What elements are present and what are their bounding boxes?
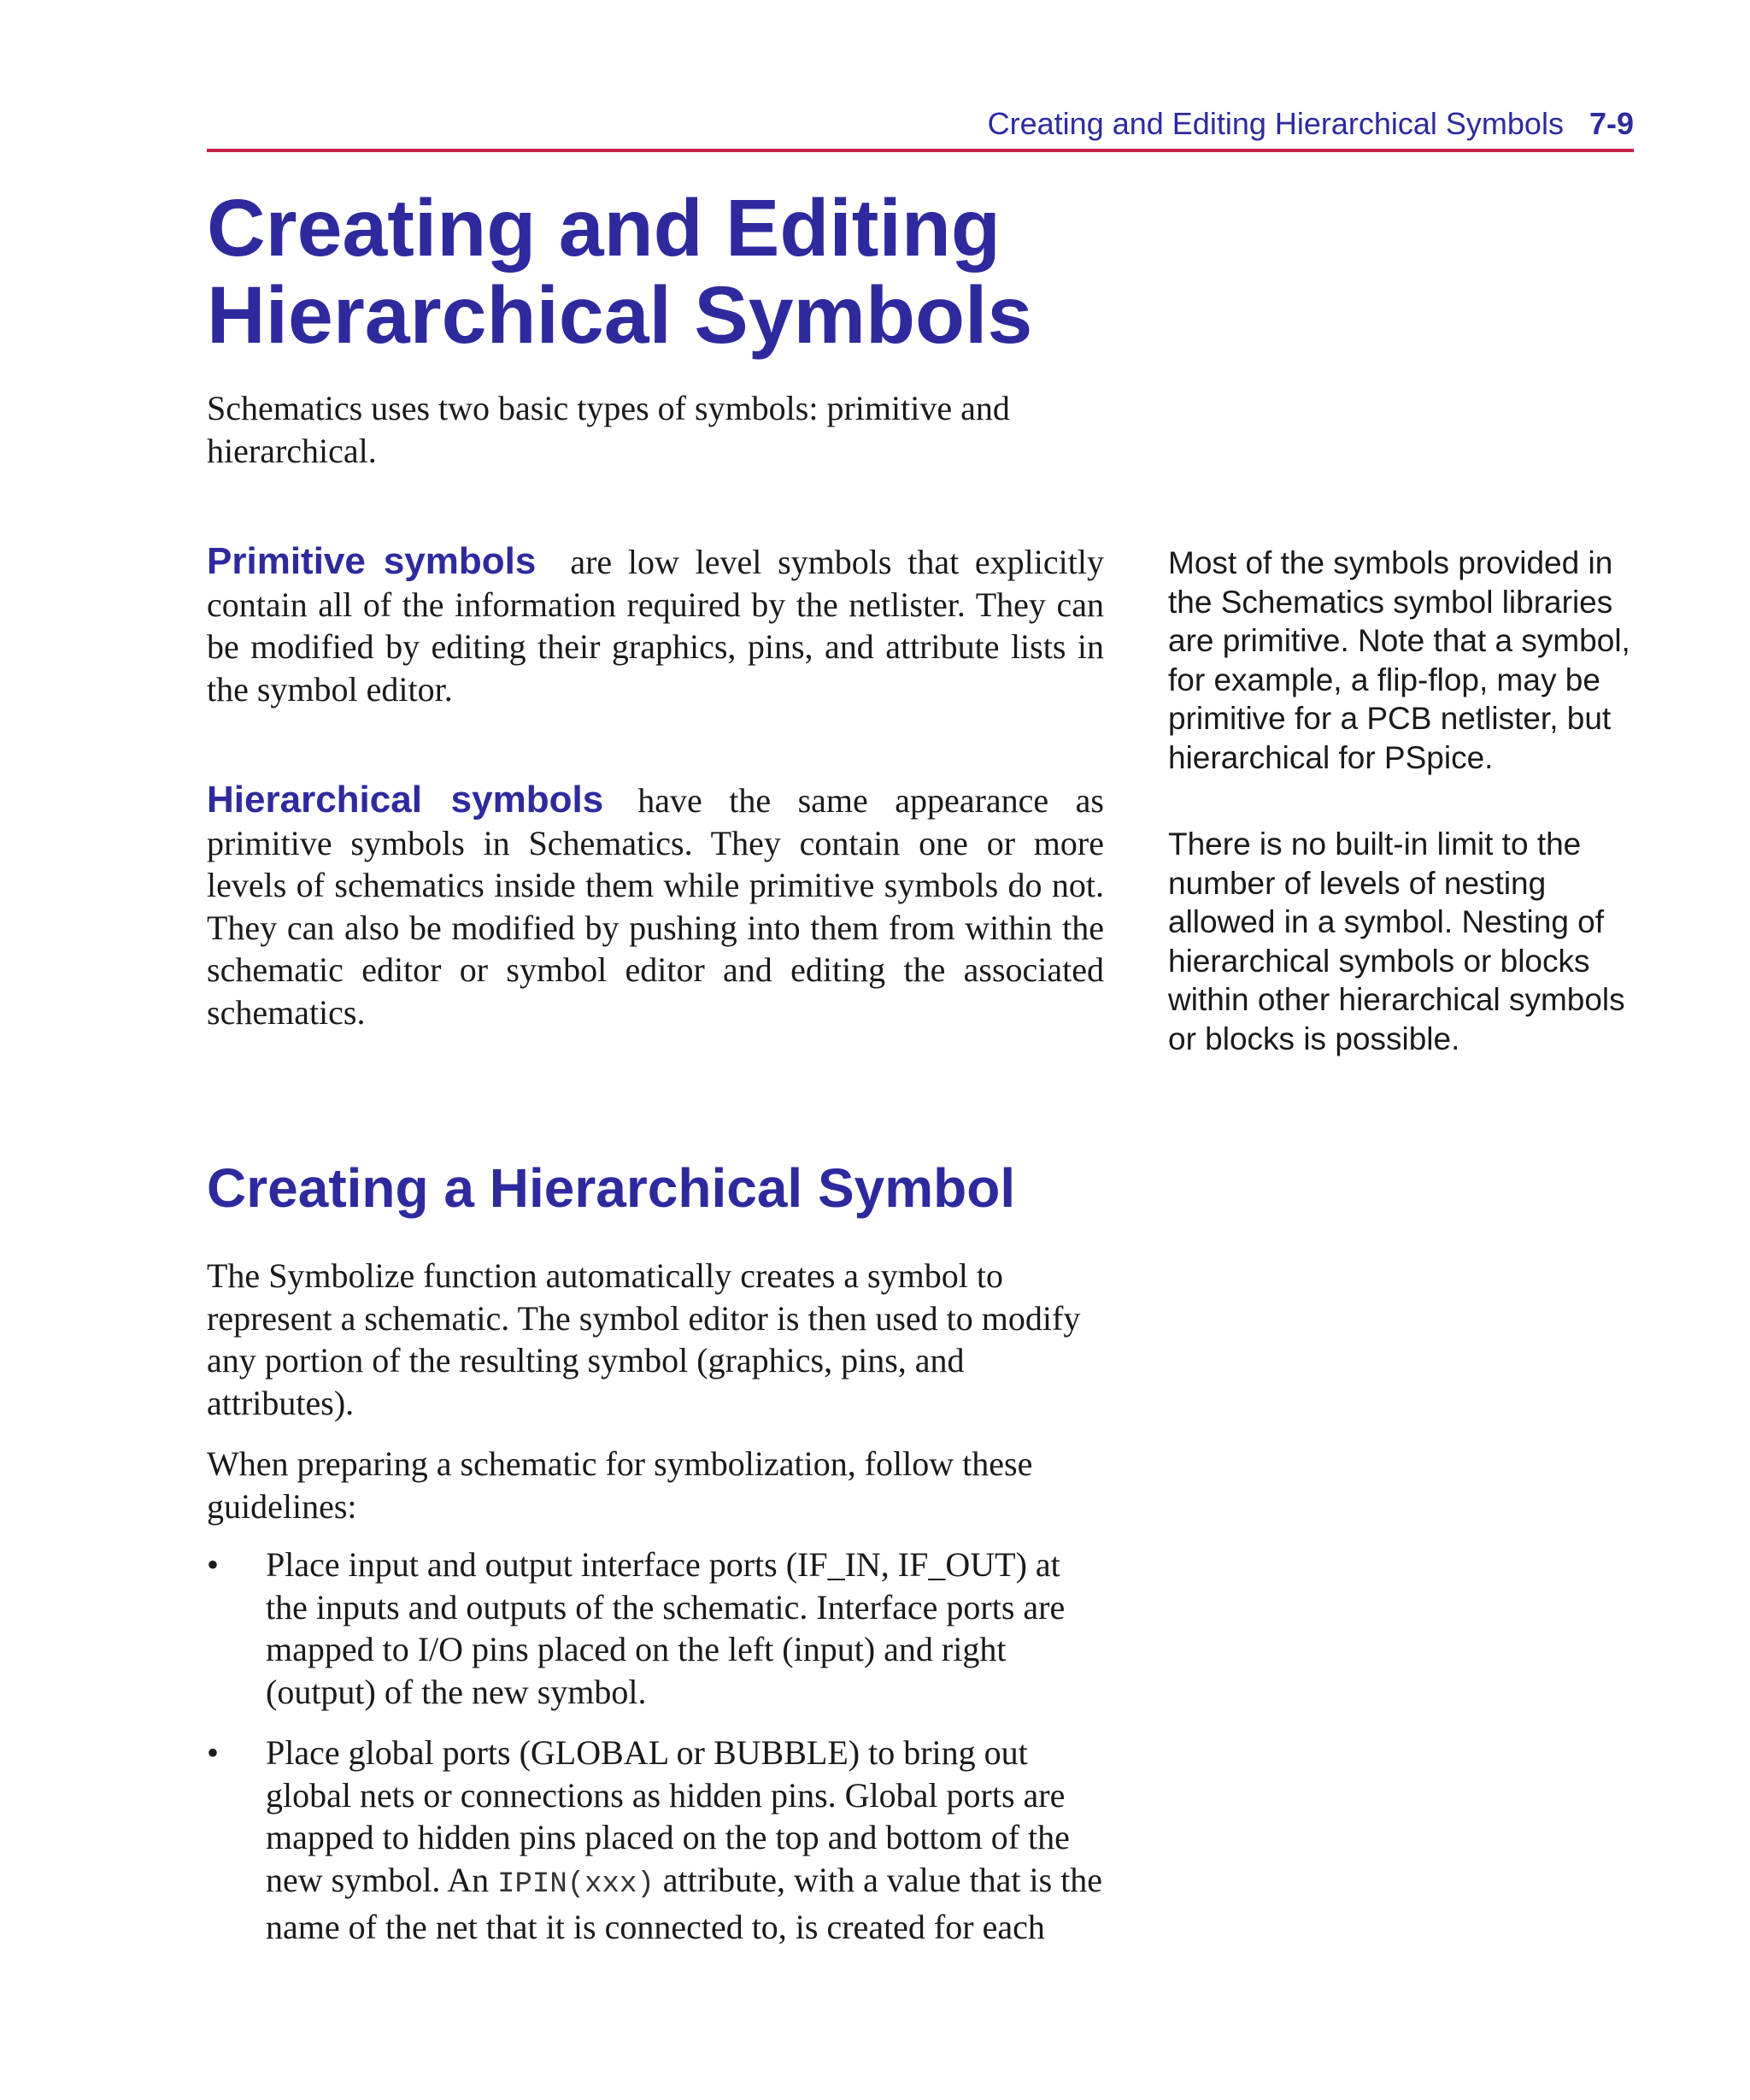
bullet-dot: •: [207, 1733, 220, 1772]
primitive-term: Primitive symbols: [207, 540, 537, 582]
running-title: Creating and Editing Hierarchical Symbols: [987, 106, 1564, 141]
bullet-text-global-ports: Place global ports (GLOBAL or BUBBLE) to bring out global nets or connections as hidden pins. Global ports are mapped to hidden pins placed on the top and bottom of the new symbol. An: [266, 1733, 1070, 1899]
side-note-nesting: There is no built-in limit to the number of levels of nesting allowed in a symbol. Nesting of hierarchical symbols or blocks within other hierarchical symbols or blocks is possible.: [1168, 826, 1625, 1056]
section-title: Creating a Hierarchical Symbol: [207, 1157, 1016, 1219]
guidelines-list: [207, 1544, 1108, 1968]
intro-paragraph: Schematics uses two basic types of symbols: primitive and hierarchical.: [207, 389, 1010, 470]
page-number: 7-9: [1589, 106, 1634, 141]
page-title: Creating and Editing Hierarchical Symbols: [207, 183, 1033, 361]
hierarchical-text: have the same appearance as primitive symbols in Schematics. They contain one or more levels of schematics inside them while primitive symbols do not. They can also be modified by pushing into them from within the schematic editor or symbol editor and editing the associated schematics.: [207, 781, 1104, 1032]
ipin-code: IPIN(xxx): [497, 1868, 655, 1901]
bullet-text-interface-ports: Place input and output interface ports (IF_IN, IF_OUT) at the inputs and outputs of the schematic. Interface ports are mapped to I/O pins placed on the left (input) and right (output) of the new symbol.: [266, 1545, 1066, 1711]
header-rule: [207, 149, 1634, 152]
guidelines-intro: When preparing a schematic for symbolization, follow these guidelines:: [207, 1444, 1033, 1526]
hierarchical-term: Hierarchical symbols: [207, 779, 604, 821]
primitive-paragraph: [207, 540, 1104, 710]
symbolize-paragraph: The Symbolize function automatically creates a symbol to represent a schematic. The symbol editor is then used to modify any portion of the resulting symbol (graphics, pins, and attributes).: [207, 1256, 1081, 1422]
bullet-text-global-ports-continued: attribute, with a value that is the name of the net that it is connected to, is created for each: [266, 1860, 1103, 1946]
side-note-primitive: Most of the symbols provided in the Schematics symbol libraries are primitive. Note that a symbol, for example, a flip-flop, may be primitive for a PCB netlister, but hierarchical for PSpice.: [1168, 545, 1630, 775]
primitive-text: are low level symbols that explicitly contain all of the information required by the netlister. They can be modified by editing their graphics, pins, and attribute lists in the symbol editor.: [207, 543, 1104, 709]
bullet-dot: •: [207, 1545, 220, 1584]
list-item: [207, 1544, 1108, 1713]
list-item: [207, 1732, 1108, 1949]
hierarchical-paragraph: [207, 779, 1104, 1033]
running-header: [988, 106, 1634, 142]
